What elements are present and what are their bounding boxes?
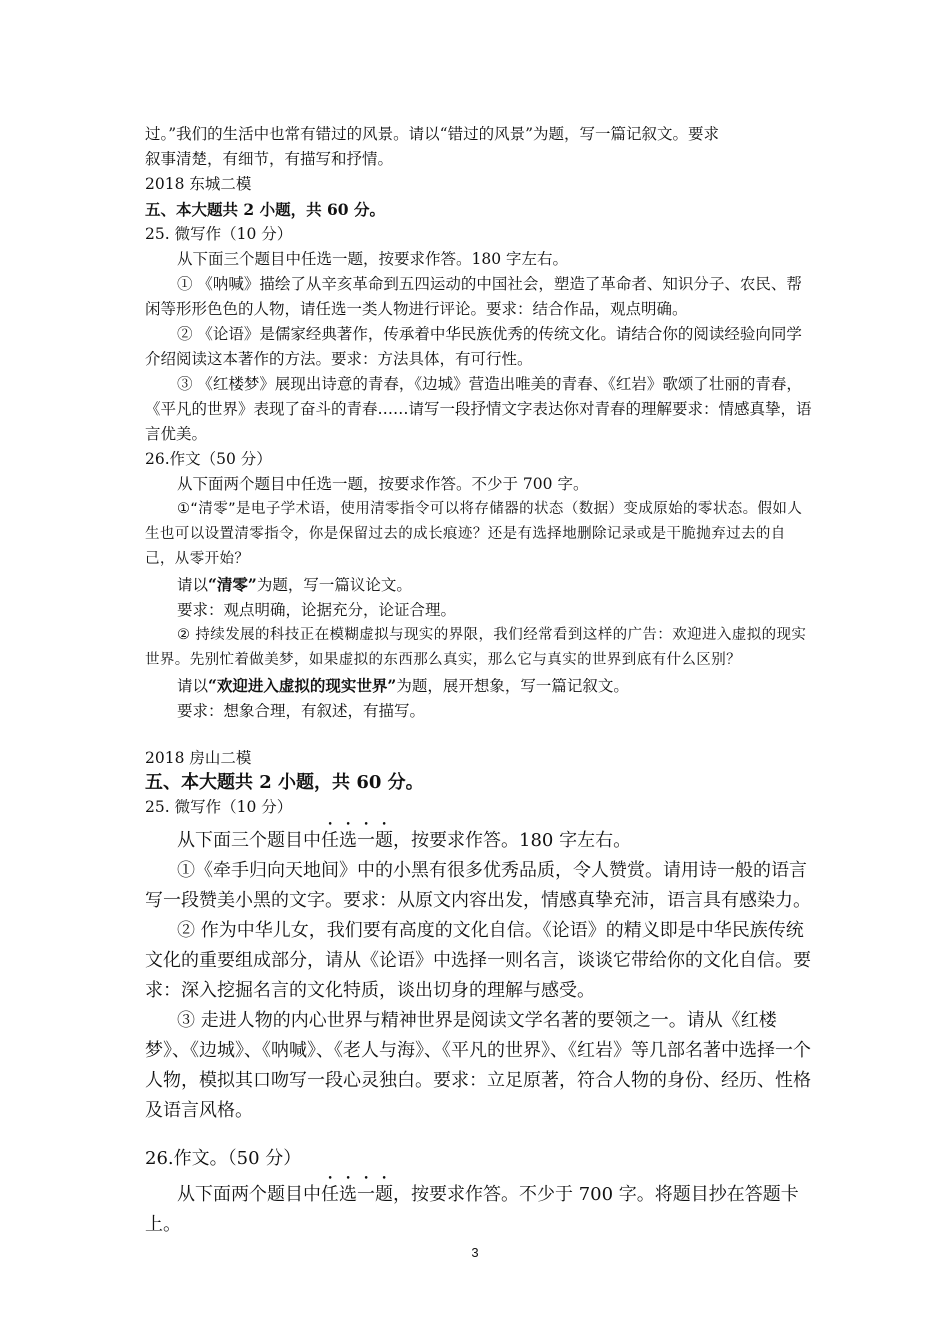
fangshan-q25-option-2: ② 作为中华儿女，我们要有高度的文化自信。《论语》的精义即是中华民族传统文化的重要组成部分，请从《论语》中选择一则名言，谈谈它带给你的文化自信。要求：深入挖掘名言的文化特质，谈出切身的理解与感受。 [145, 920, 811, 1001]
fangshan-section-heading: 五、本大题共 2 小题，共 60 分。 [145, 772, 424, 793]
fangshan-q25-option-1: ①《牵手归向天地间》中的小黑有很多优秀品质，令人赞赏。请用诗一般的语言写一段赞美小黑的文字。要求：从原文内容出发，情感真挚充沛，语言具有感染力。 [145, 860, 811, 911]
instruction-emphasis: 任选一题 [321, 830, 393, 851]
instruction-prefix: 从下面两个题目中 [177, 1184, 321, 1205]
title-bold: “清零” [208, 575, 257, 594]
intro-line-2: 叙事清楚，有细节，有描写和抒情。 [145, 150, 394, 168]
title-prefix: 请以 [177, 576, 209, 594]
dongcheng-section-heading: 五、本大题共 2 小题，共 60 分。 [145, 200, 385, 219]
fangshan-q25-title: 25. 微写作（10 分） [145, 798, 293, 816]
fangshan-q26-title: 26.作文。（50 分） [145, 1148, 302, 1169]
title-bold: “欢迎进入虚拟的现实世界” [208, 676, 397, 695]
dongcheng-q25-option-3: ③ 《红楼梦》展现出诗意的青春，《边城》营造出唯美的青春、《红岩》歌颂了壮丽的青春，《平凡的世界》表现了奋斗的青春……请写一段抒情文字表达你对青春的理解要求：情感真挚，语言优美。 [145, 375, 812, 443]
fangshan-source: 2018 房山二模 [145, 749, 252, 767]
title-suffix: 为题，写一篇议论文。 [256, 576, 412, 594]
section-spacer [145, 724, 813, 746]
fangshan-q26-instruction [145, 1174, 813, 1240]
instruction-suffix: ，按要求作答。不少于 700 字。将题目抄在答题卡上。 [145, 1184, 799, 1235]
page-content [145, 122, 813, 1240]
dongcheng-q26-title: 26.作文（50 分） [145, 450, 272, 468]
dongcheng-q26-option-2: ② 持续发展的科技正在模糊虚拟与现实的界限，我们经常看到这样的广告：欢迎进入虚拟的现实世界。先别忙着做美梦，如果虚拟的东西那么真实，那么它与真实的世界到底有什么区别？ [145, 627, 807, 668]
dongcheng-q25-option-1: ① 《呐喊》描绘了从辛亥革命到五四运动的中国社会，塑造了革命者、知识分子、农民、帮闲等形形色色的人物，请任选一类人物进行评论。要求：结合作品，观点明确。 [145, 275, 802, 318]
dongcheng-q26-option-2-requirement: 要求：想象合理，有叙述，有描写。 [177, 702, 426, 720]
dongcheng-q25-option-2: ② 《论语》是儒家经典著作，传承着中华民族优秀的传统文化。请结合你的阅读经验向同学介绍阅读这本著作的方法。要求：方法具体，有可行性。 [145, 325, 802, 368]
dongcheng-q26-instruction: 从下面两个题目中任选一题，按要求作答。不少于 700 字。 [177, 475, 589, 493]
instruction-suffix: ，按要求作答。180 字左右。 [393, 830, 632, 851]
section-spacer [145, 1126, 813, 1144]
dongcheng-q25-title: 25. 微写作（10 分） [145, 225, 293, 243]
title-suffix: 为题，展开想象，写一篇记叙文。 [396, 677, 629, 695]
dongcheng-source: 2018 东城二模 [145, 175, 252, 193]
page-number: 3 [471, 1245, 479, 1260]
title-prefix: 请以 [177, 677, 209, 695]
fangshan-q25-option-3: ③ 走进人物的内心世界与精神世界是阅读文学名著的要领之一。请从《红楼梦》、《边城》、《呐喊》、《老人与海》、《平凡的世界》、《红岩》等几部名著中选择一个人物，模拟其口吻写一段心灵独白。要求：立足原著，符合人物的身份、经历、性格及语言风格。 [145, 1010, 811, 1121]
dongcheng-q25-instruction: 从下面三个题目中任选一题，按要求作答。180 字左右。 [177, 250, 569, 268]
dongcheng-q26-option-1: ①“清零”是电子学术语，使用清零指令可以将存储器的状态（数据）变成原始的零状态。假如人生也可以设置清零指令，你是保留过去的成长痕迹？还是有选择地删除记录或是干脆抛弃过去的自己，从零开始？ [145, 501, 803, 567]
intro-line-1: 过。”我们的生活中也常有错过的风景。请以“错过的风景”为题，写一篇记叙文。要求 [145, 125, 720, 143]
dongcheng-q26-option-1-title [145, 572, 813, 598]
dongcheng-q26-option-1-requirement: 要求：观点明确，论据充分，论证合理。 [177, 601, 457, 619]
instruction-prefix: 从下面三个题目中 [177, 830, 321, 851]
instruction-emphasis: 任选一题 [321, 1184, 393, 1205]
fangshan-q25-instruction [145, 820, 813, 856]
dongcheng-q26-option-2-title [145, 673, 813, 699]
